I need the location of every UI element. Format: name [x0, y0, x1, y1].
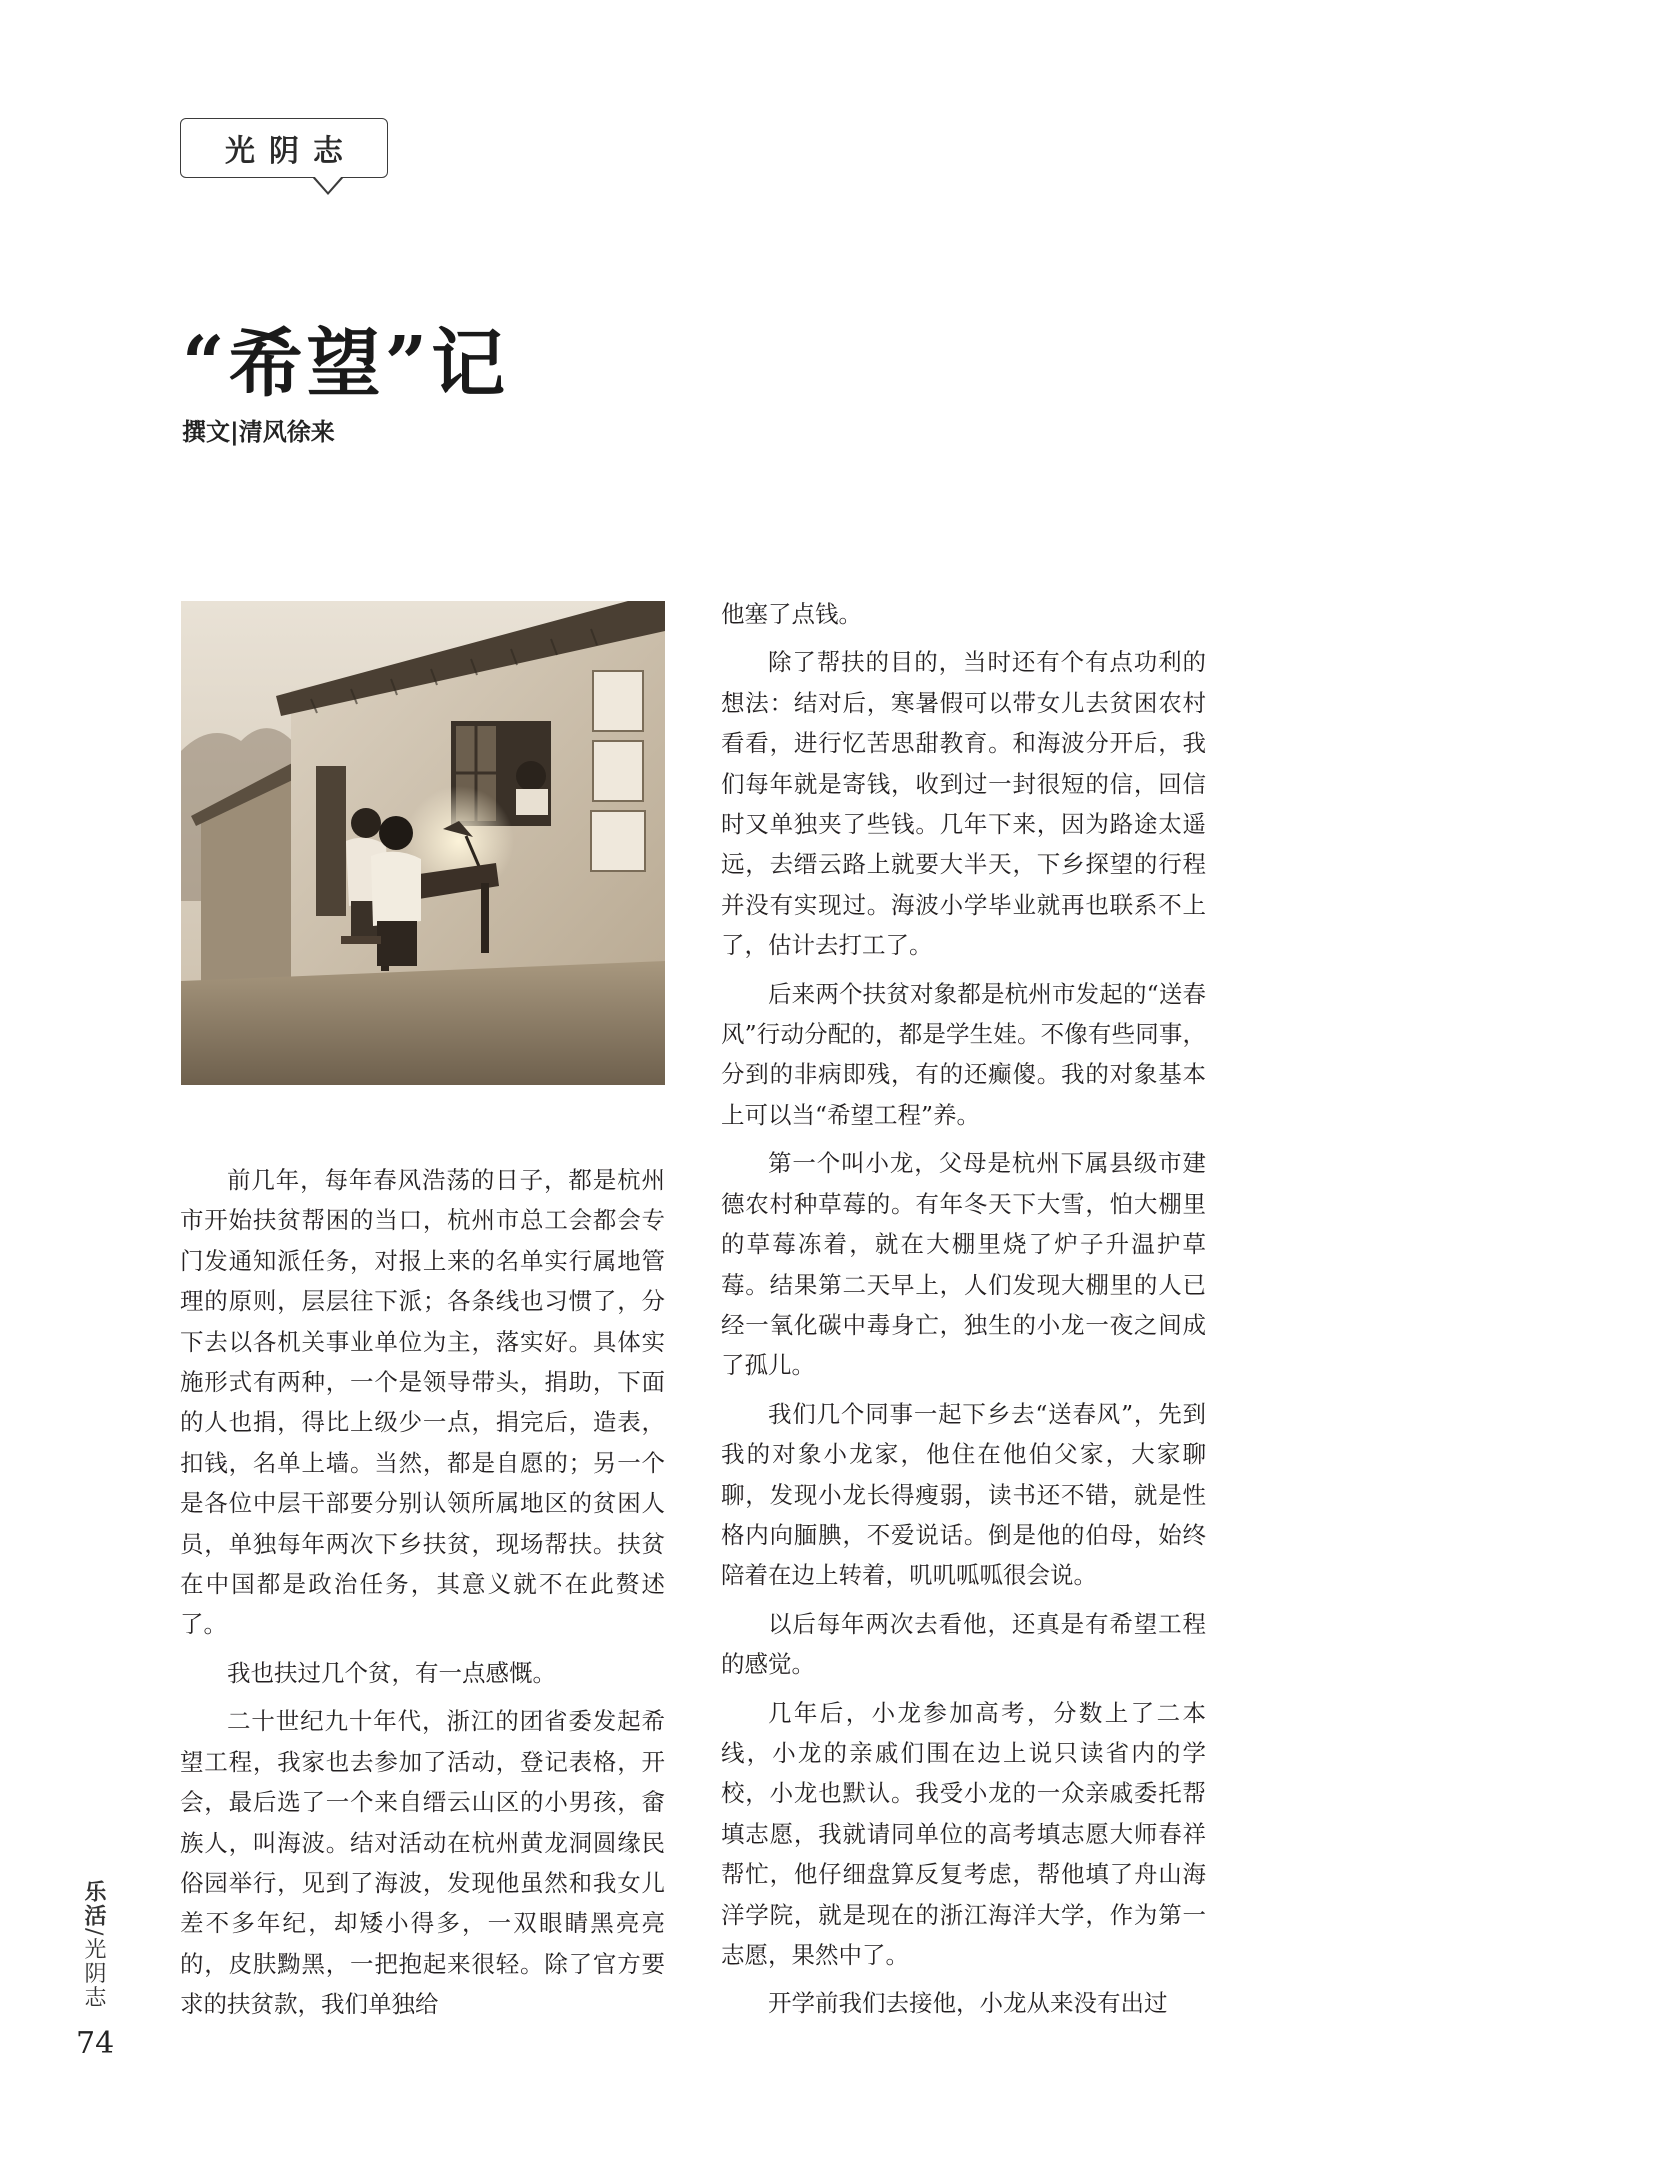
- article-body-right-column: [721, 594, 1206, 2032]
- body-paragraph: 开学前我们去接他，小龙从来没有出过: [768, 1989, 1168, 2018]
- running-footer: [78, 1880, 109, 2009]
- body-paragraph: 我也扶过几个贫，有一点感慨。: [227, 1658, 556, 1687]
- body-paragraph-continuation: 他塞了点钱。: [721, 600, 862, 628]
- body-paragraph: 后来两个扶贫对象都是杭州市发起的“送春风”行动分配的，都是学生娃。不像有些同事，分到的非病即残，有的还癫傻。我的对象基本上可以当“希望工程”养。: [721, 979, 1206, 1129]
- section-tag-label: 光阴志: [225, 134, 357, 169]
- footer-separator: /: [81, 1928, 106, 1938]
- section-tag: [180, 118, 388, 178]
- magazine-name: 乐活: [81, 1880, 106, 1928]
- page-number: 74: [76, 2026, 115, 2061]
- body-paragraph: 几年后，小龙参加高考，分数上了二本线，小龙的亲戚们围在边上说只读省内的学校，小龙也默认。我受小龙的一众亲戚委托帮填志愿，我就请同单位的高考填志愿大师春祥帮忙，他仔细盘算反复考虑，帮他填了舟山海洋学院，就是现在的浙江海洋大学，作为第一志愿，果然中了。: [721, 1698, 1206, 1969]
- body-paragraph: 以后每年两次去看他，还真是有希望工程的感觉。: [721, 1609, 1206, 1679]
- body-paragraph: 前几年，每年春风浩荡的日子，都是杭州市开始扶贫帮困的当口，杭州市总工会都会专门发通知派任务，对报上来的名单实行属地管理的原则，层层往下派；各条线也习惯了，分下去以各机关事业单位为主，落实好。具体实施形式有两种，一个是领导带头，捐助，下面的人也捐，得比上级少一点，捐完后，造表，扣钱，名单上墙。当然，都是自愿的；另一个是各位中层干部要分别认领所属地区的贫困人员，单独每年两次下乡扶贫，现场帮扶。扶贫在中国都是政治任务，其意义就不在此赘述了。: [180, 1166, 665, 1639]
- body-paragraph: 我们几个同事一起下乡去“送春风”，先到我的对象小龙家，他住在他伯父家，大家聊聊，发现小龙长得瘦弱，读书还不错，就是性格内向腼腆，不爱说话。倒是他的伯母，始终陪着在边上转着，叽叽呱呱很会说。: [721, 1399, 1206, 1590]
- article-photo: [181, 601, 665, 1085]
- article-title: “希望”记: [182, 321, 510, 407]
- column-name: 光阴志: [81, 1937, 106, 2010]
- section-tag-pointer-fill: [314, 176, 342, 192]
- body-paragraph: 二十世纪九十年代，浙江的团省委发起希望工程，我家也去参加了活动，登记表格，开会，最后选了一个来自缙云山区的小男孩，畲族人，叫海波。结对活动在杭州黄龙洞圆缘民俗园举行，见到了海波，发现他虽然和我女儿差不多年纪，却矮小得多，一双眼睛黑亮亮的，皮肤黝黑，一把抱起来很轻。除了官方要求的扶贫款，我们单独给: [180, 1707, 665, 2019]
- article-body-left-column: [180, 1160, 665, 2033]
- body-paragraph: 第一个叫小龙，父母是杭州下属县级市建德农村种草莓的。有年冬天下大雪，怕大棚里的草莓冻着，就在大棚里烧了炉子升温护草莓。结果第二天早上，人们发现大棚里的人已经一氧化碳中毒身亡，独生的小龙一夜之间成了孤儿。: [721, 1149, 1206, 1380]
- body-paragraph: 除了帮扶的目的，当时还有个有点功利的想法：结对后，寒暑假可以带女儿去贫困农村看看，进行忆苦思甜教育。和海波分开后，我们每年就是寄钱，收到过一封很短的信，回信时又单独夹了些钱。几年下来，因为路途太遥远，去缙云路上就要大半天，下乡探望的行程并没有实现过。海波小学毕业就再也联系不上了，估计去打工了。: [721, 648, 1206, 960]
- article-byline: 撰文|清风徐来: [182, 418, 335, 446]
